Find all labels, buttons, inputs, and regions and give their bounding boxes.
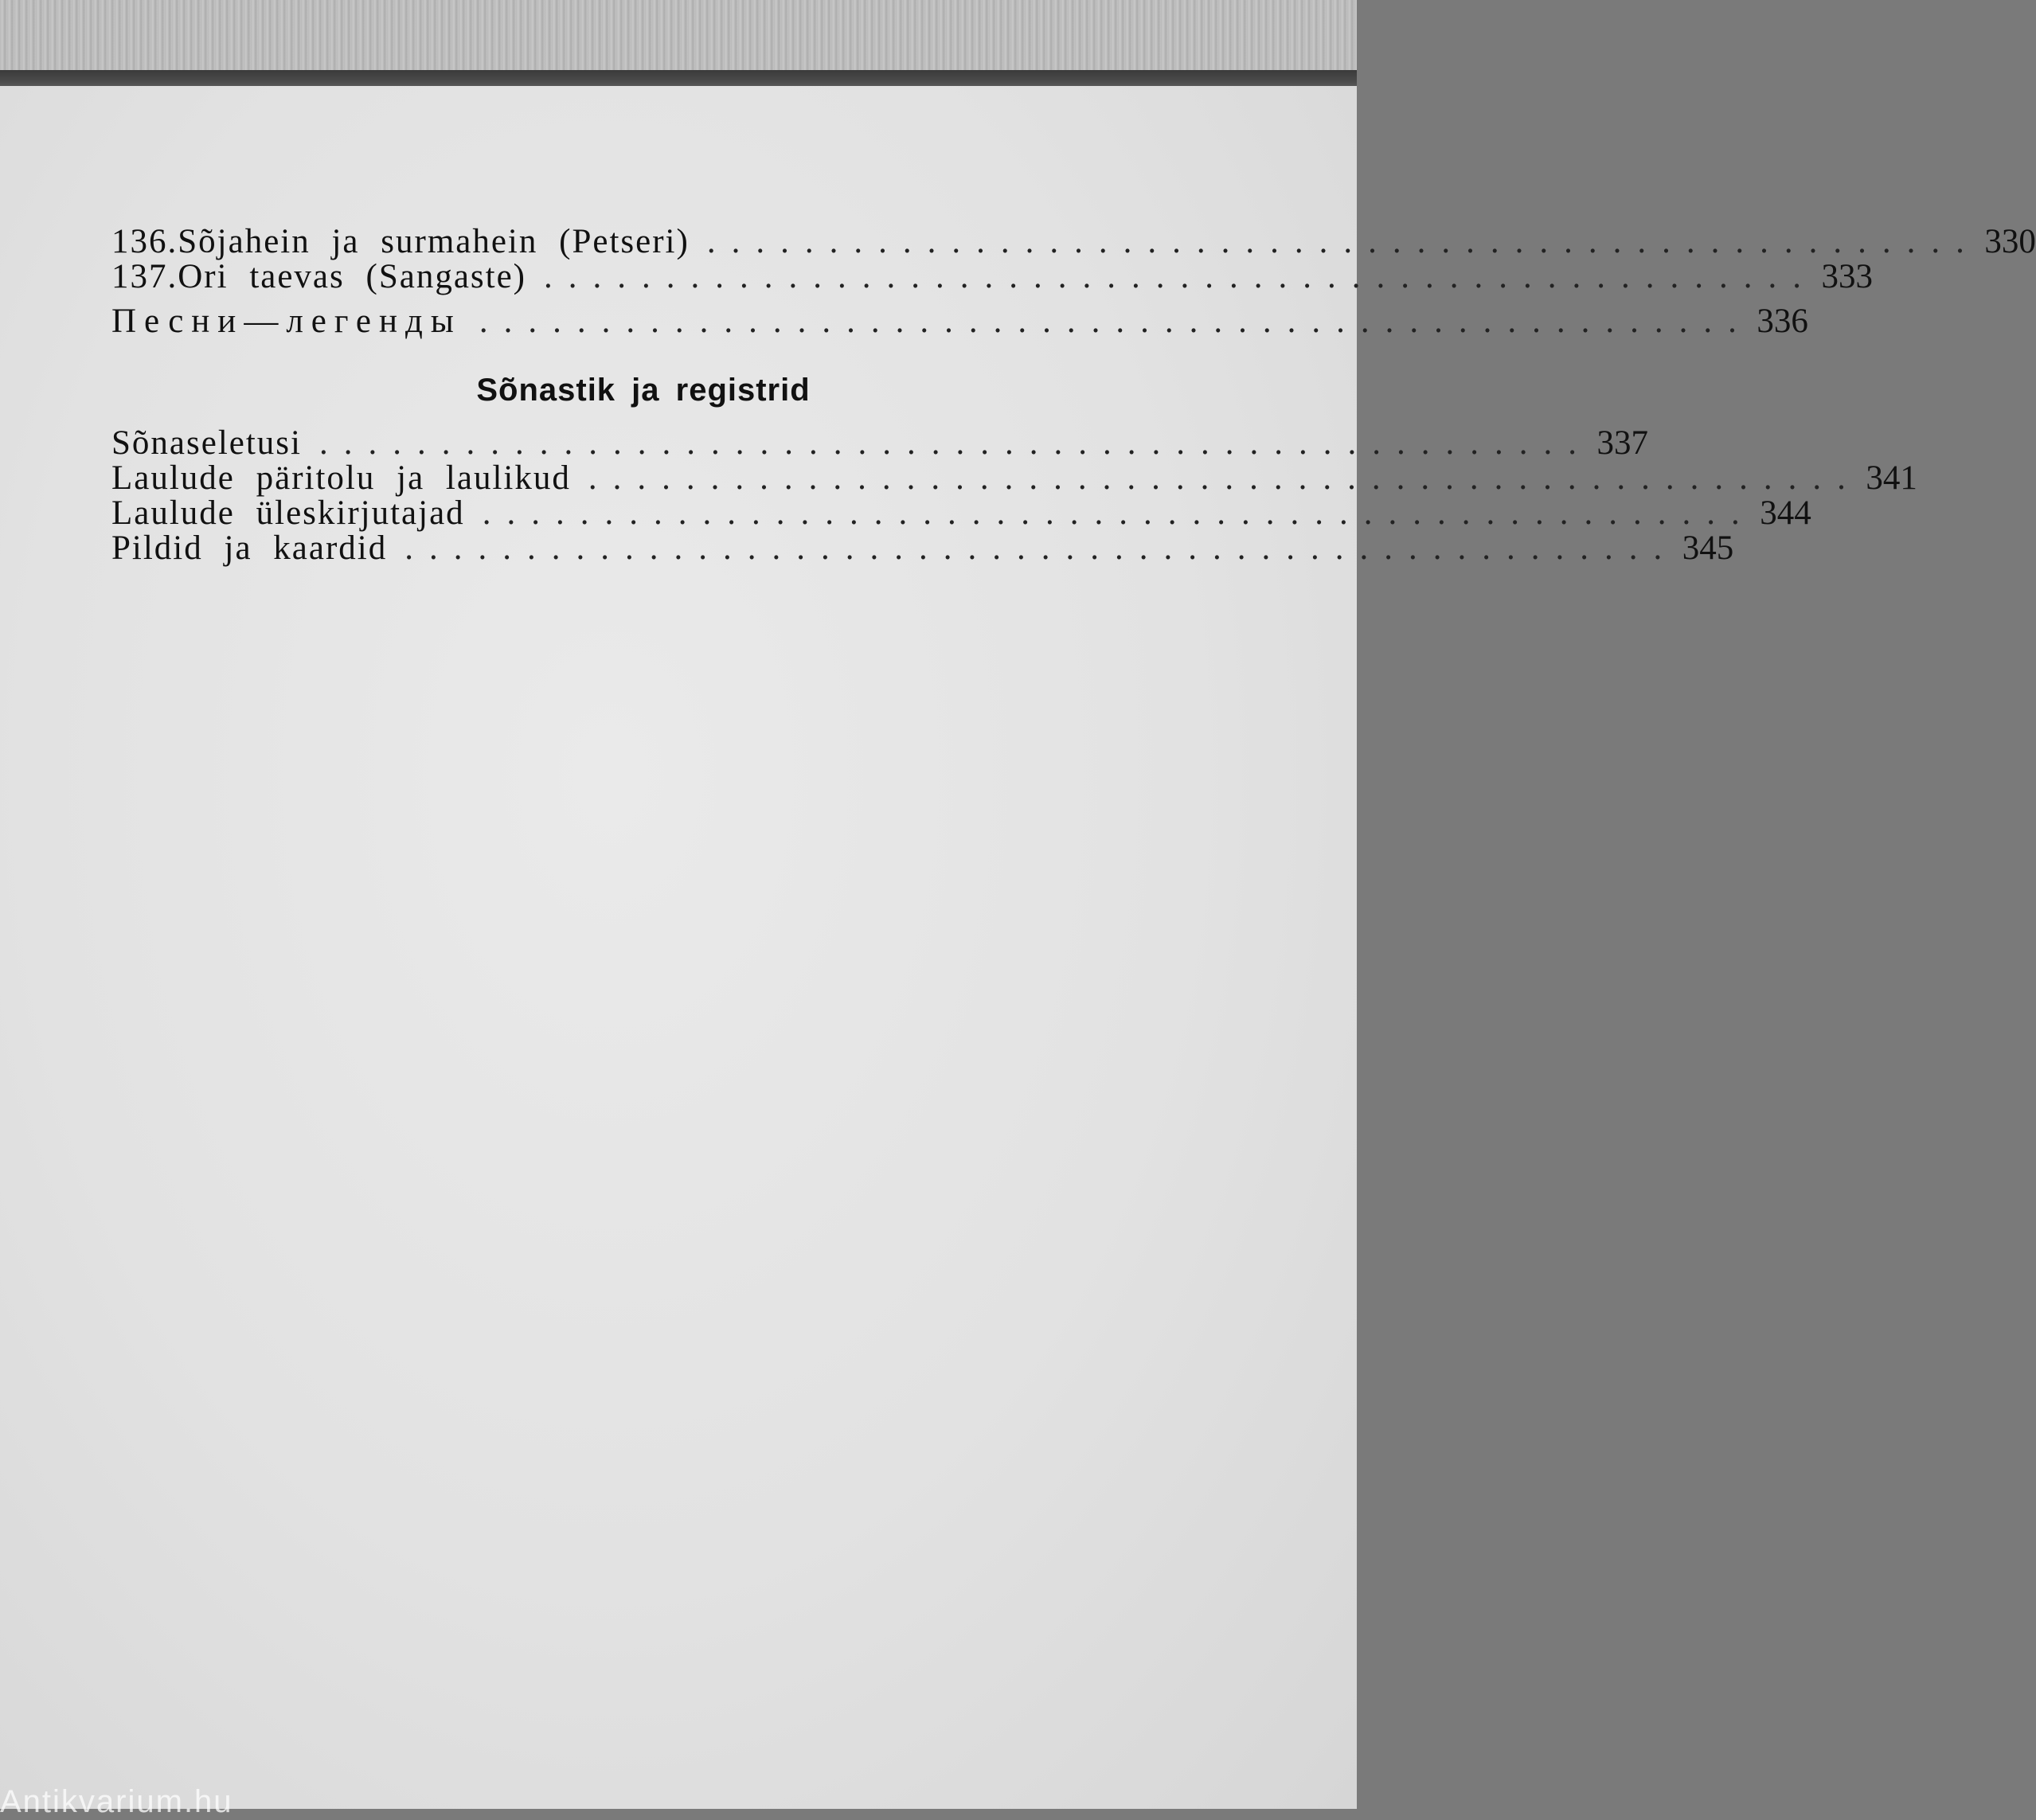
toc-entry-page: 344 <box>1760 494 1811 532</box>
toc-entry-page: 333 <box>1821 258 1873 295</box>
toc-row-russian <box>111 303 1808 340</box>
toc-entry-title: Laulude üleskirjutajad <box>111 494 465 532</box>
toc-entry-title: Ori taevas (Sangaste) <box>178 258 526 295</box>
dot-leader: .................................................... <box>588 459 1862 497</box>
toc-entry-title: Песни—легенды <box>111 303 462 340</box>
toc-row <box>111 459 1917 497</box>
table-of-contents <box>111 223 2036 567</box>
toc-entry-page: 336 <box>1757 303 1808 340</box>
toc-entry-title: Sõjahein ja surmahein (Petseri) <box>178 223 690 260</box>
toc-row <box>111 258 1873 295</box>
toc-entry-page: 337 <box>1596 424 1648 462</box>
toc-row <box>111 529 1734 567</box>
toc-row <box>111 494 1811 532</box>
toc-entry-title: Pildid ja kaardid <box>111 529 388 567</box>
toc-row <box>111 424 1648 462</box>
dot-leader: .................................................... <box>318 424 1592 462</box>
toc-entry-page: 345 <box>1682 529 1734 567</box>
dot-leader: .................................................... <box>404 529 1678 567</box>
dot-leader: .................................................... <box>482 494 1756 532</box>
toc-entry-title: Laulude päritolu ja laulikud <box>111 459 571 497</box>
watermark: Antikvarium.hu <box>0 1784 233 1819</box>
toc-entry-title: Sõnaseletusi <box>111 424 302 462</box>
toc-entry-page: 330 <box>1984 223 2036 260</box>
toc-entry-page: 341 <box>1866 459 1917 497</box>
dot-leader: .................................................... <box>544 258 1817 295</box>
dot-leader: .................................................... <box>706 223 1980 260</box>
book-cover-cloth <box>0 0 1357 76</box>
toc-entry-number: 136. <box>111 223 178 260</box>
section-heading: Sõnastik ja registrid <box>476 373 811 408</box>
toc-row <box>111 223 2036 260</box>
book-cover-edge <box>0 70 1357 88</box>
toc-entry-number: 137. <box>111 258 178 295</box>
dot-leader: .................................................... <box>479 303 1753 340</box>
